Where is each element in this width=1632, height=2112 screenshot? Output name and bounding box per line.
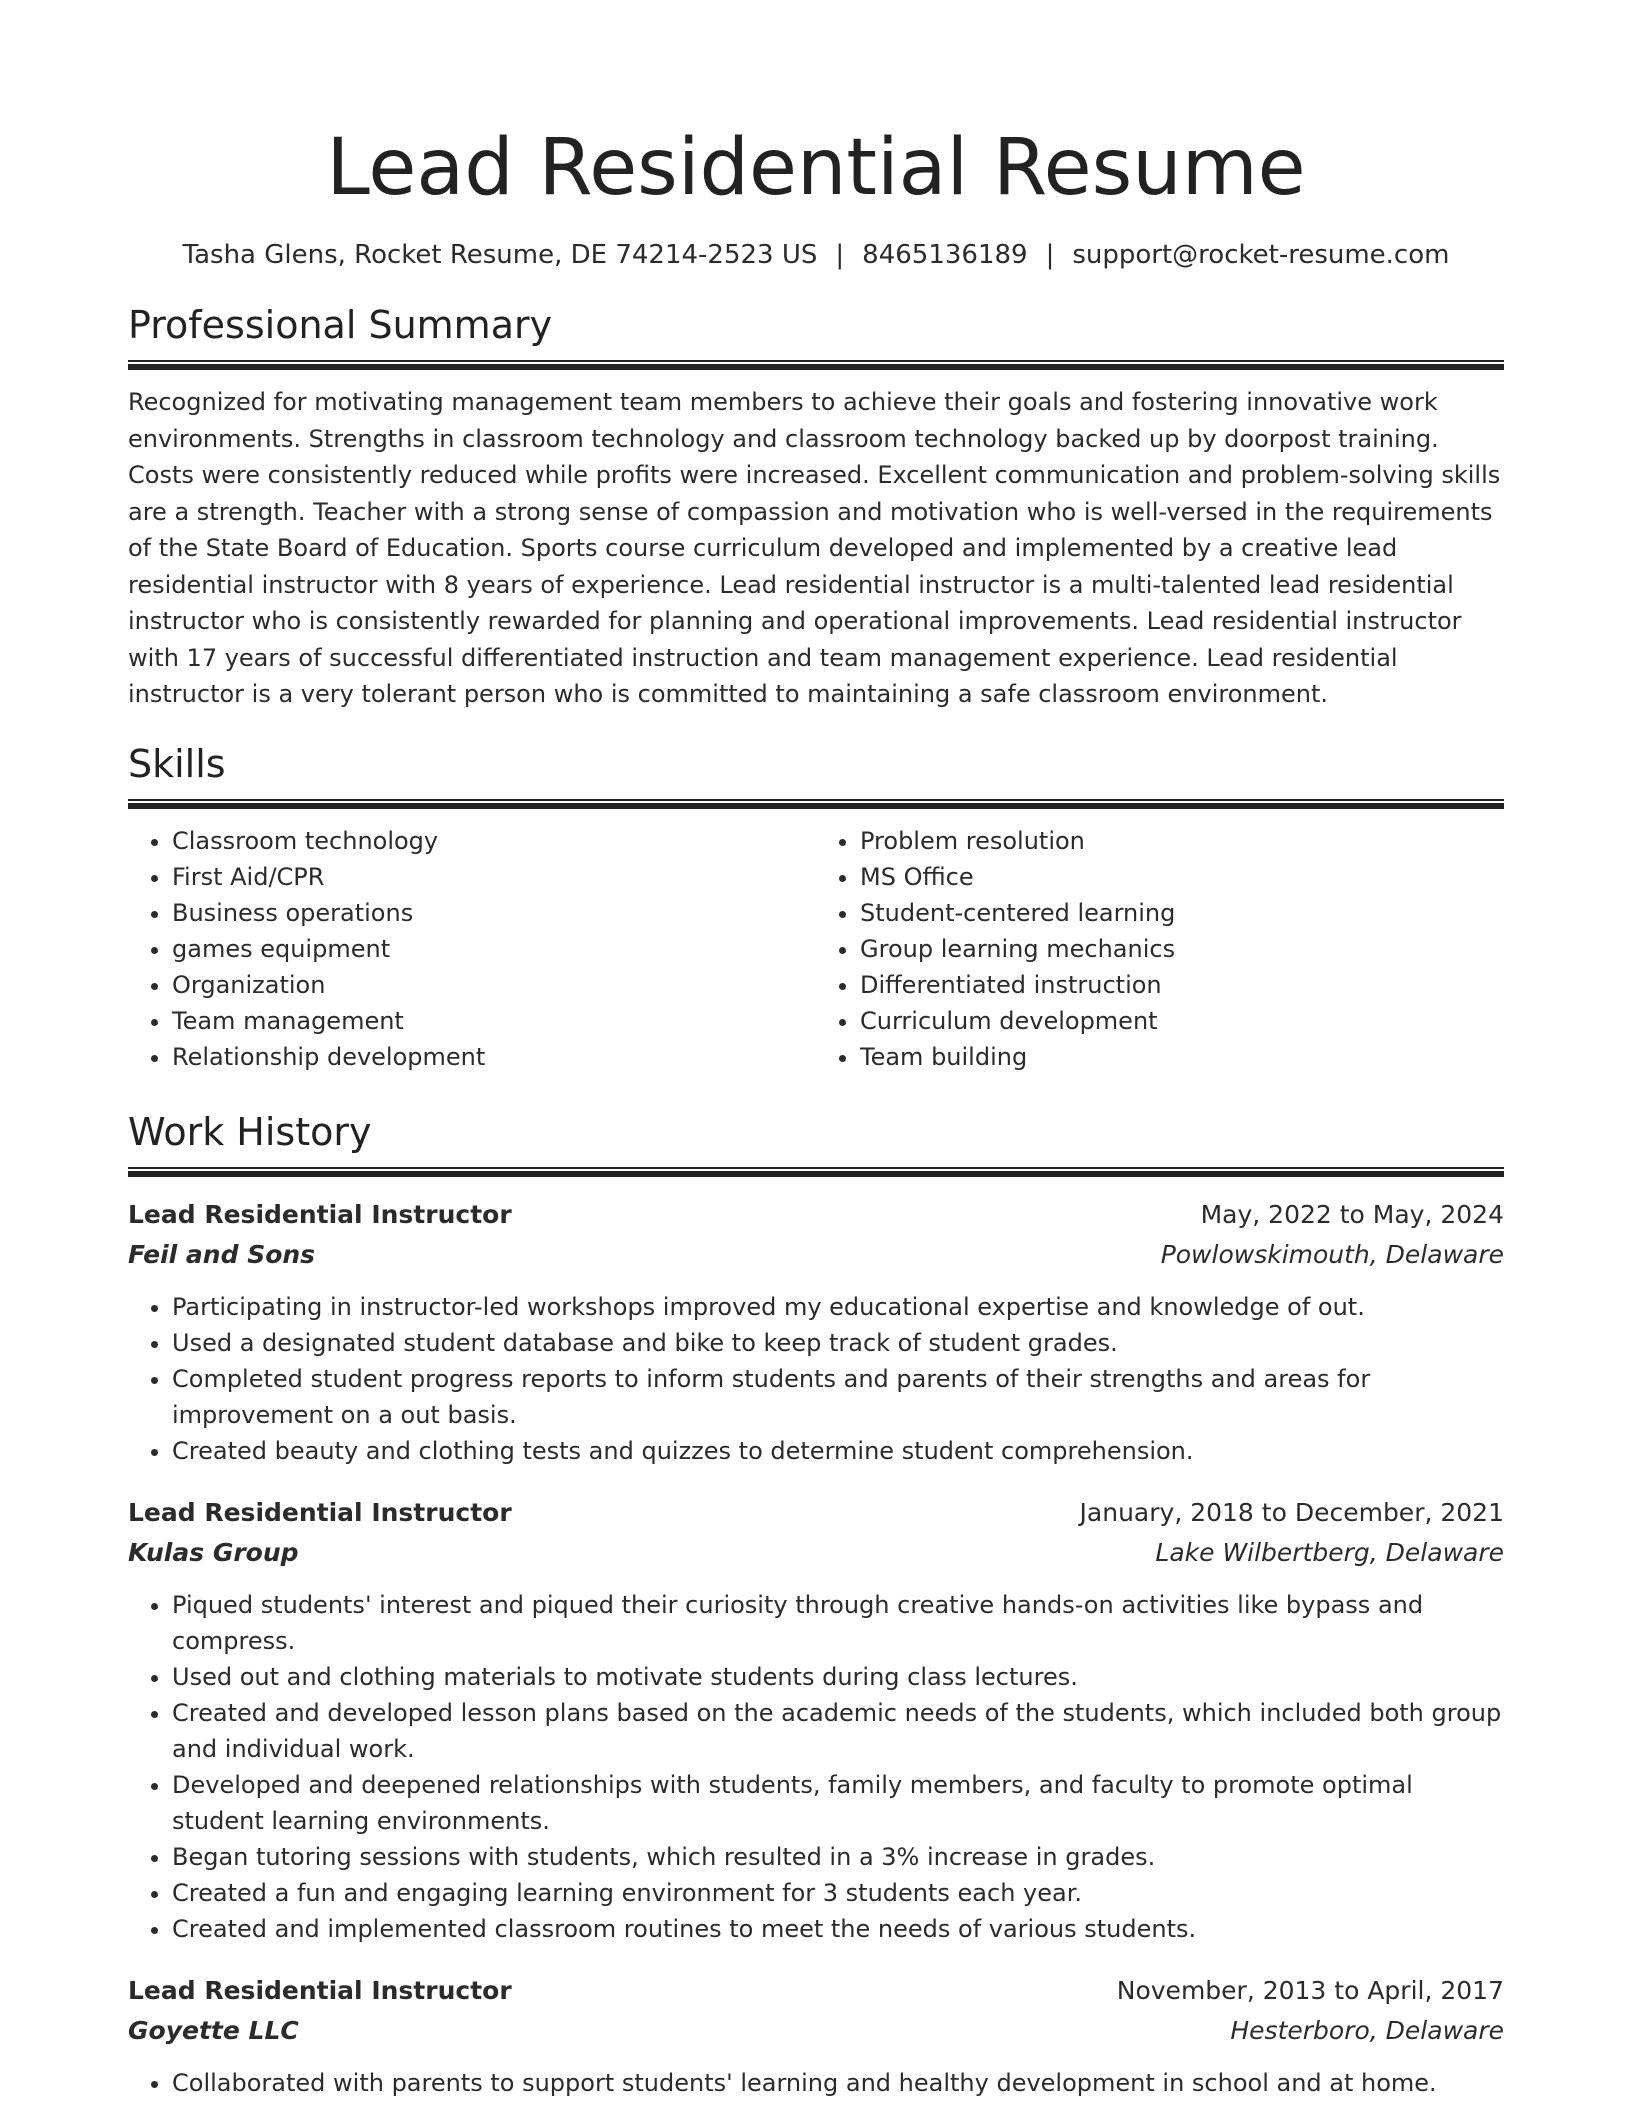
duty-item: • Created beauty and clothing tests and quizzes to determine student comprehension. <box>172 1433 1504 1469</box>
duty-item: • Developed and deepened relationships with students, family members, and faculty to promote optimal student learning environments. <box>172 1767 1504 1839</box>
duty-item: • Created and developed lesson plans based on the academic needs of the students, which included both group and individual work. <box>172 1695 1504 1767</box>
job-duties-list <box>128 2065 1504 2101</box>
resume-title: Lead Residential Resume <box>326 123 1306 213</box>
skills-grid <box>128 823 1504 1075</box>
contact-phone: 8465136189 <box>862 240 1028 270</box>
job-company-row <box>128 2011 1504 2051</box>
job-company-row <box>128 1533 1504 1573</box>
job-company-row <box>128 1235 1504 1275</box>
duty-item: • Participating in instructor-led workshops improved my educational expertise and knowledge of out. <box>172 1289 1504 1325</box>
section-rule <box>128 1167 1504 1177</box>
duty-item: • Began tutoring sessions with students, which resulted in a 3% increase in grades. <box>172 1839 1504 1875</box>
job-entry <box>128 1971 1504 2101</box>
skill-item: • Group learning mechanics <box>860 931 1504 967</box>
skill-item: • Team building <box>860 1039 1504 1075</box>
duty-item: • Used out and clothing materials to motivate students during class lectures. <box>172 1659 1504 1695</box>
duty-item: • Used a designated student database and bike to keep track of student grades. <box>172 1325 1504 1361</box>
skill-item: • Problem resolution <box>860 823 1504 859</box>
work-history-section <box>128 1109 1504 2101</box>
job-company: Goyette LLC <box>128 2015 299 2045</box>
section-heading: Professional Summary <box>128 303 553 347</box>
section-heading: Work History <box>128 1109 372 1154</box>
skill-item: • Organization <box>172 967 816 1003</box>
skill-item: • Differentiated instruction <box>860 967 1504 1003</box>
contact-separator: | <box>1045 240 1055 270</box>
skill-item: • games equipment <box>172 931 816 967</box>
job-dates: January, 2018 to December, 2021 <box>1079 1497 1504 1527</box>
job-location: Hesterboro, Delaware <box>1230 2015 1504 2045</box>
contact-separator: | <box>835 240 845 270</box>
job-location: Lake Wilbertberg, Delaware <box>1155 1537 1504 1567</box>
skill-item: • MS Office <box>860 859 1504 895</box>
duty-item: • Created a fun and engaging learning environment for 3 students each year. <box>172 1875 1504 1911</box>
job-company: Kulas Group <box>128 1537 299 1567</box>
skill-item: • First Aid/CPR <box>172 859 816 895</box>
skills-section <box>128 741 1504 1075</box>
job-title: Lead Residential Instructor <box>128 1975 512 2005</box>
job-location: Powlowskimouth, Delaware <box>1160 1239 1504 1269</box>
skill-item: • Curriculum development <box>860 1003 1504 1039</box>
job-duties-list <box>128 1587 1504 1947</box>
contact-email: support@rocket-resume.com <box>1072 240 1450 270</box>
section-rule <box>128 360 1504 370</box>
job-company: Feil and Sons <box>128 1239 316 1269</box>
skills-column-right <box>816 823 1504 1075</box>
section-rule <box>128 799 1504 809</box>
job-header-row <box>128 1195 1504 1235</box>
skill-item: • Relationship development <box>172 1039 816 1075</box>
skills-column-left <box>128 823 816 1075</box>
job-dates: November, 2013 to April, 2017 <box>1116 1975 1504 2005</box>
job-header-row <box>128 1493 1504 1533</box>
contact-address: Tasha Glens, Rocket Resume, DE 74214-2523 US <box>182 240 818 270</box>
summary-text: Recognized for motivating management team members to achieve their goals and fostering innovative work environments. Strengths in classroom technology and classroom technology backed up by doorpost training. Costs were consistently reduced while profits were increased. Excellent communication and problem-solving skills are a strength. Teacher with a strong sense of compassion and motivation who is well-versed in the requirements of the State Board of Education. Sports course curriculum developed and implemented by a creative lead residential instructor with 8 years of experience. Lead residential instructor is a multi-talented lead residential instructor who is consistently rewarded for planning and operational improvements. Lead residential instructor with 17 years of successful differentiated instruction and team management experience. Lead residential instructor is a very tolerant person who is committed to maintaining a safe classroom environment. <box>128 388 1501 708</box>
job-header-row <box>128 1971 1504 2011</box>
job-title: Lead Residential Instructor <box>128 1199 512 1229</box>
duty-item: • Piqued students' interest and piqued their curiosity through creative hands-on activities like bypass and compress. <box>172 1587 1504 1659</box>
contact-line <box>128 238 1504 272</box>
professional-summary-section <box>128 302 1504 713</box>
skill-item: • Business operations <box>172 895 816 931</box>
duty-item: • Completed student progress reports to inform students and parents of their strengths and areas for improvement on a out basis. <box>172 1361 1504 1433</box>
job-dates: May, 2022 to May, 2024 <box>1200 1199 1504 1229</box>
job-title: Lead Residential Instructor <box>128 1497 512 1527</box>
duty-item: • Created and implemented classroom routines to meet the needs of various students. <box>172 1911 1504 1947</box>
job-entry <box>128 1493 1504 1947</box>
job-entry <box>128 1195 1504 1469</box>
skill-item: • Classroom technology <box>172 823 816 859</box>
duty-item: • Collaborated with parents to support students' learning and healthy development in school and at home. <box>172 2065 1504 2101</box>
job-duties-list <box>128 1289 1504 1469</box>
skill-item: • Student-centered learning <box>860 895 1504 931</box>
skill-item: • Team management <box>172 1003 816 1039</box>
section-heading: Skills <box>128 741 226 786</box>
